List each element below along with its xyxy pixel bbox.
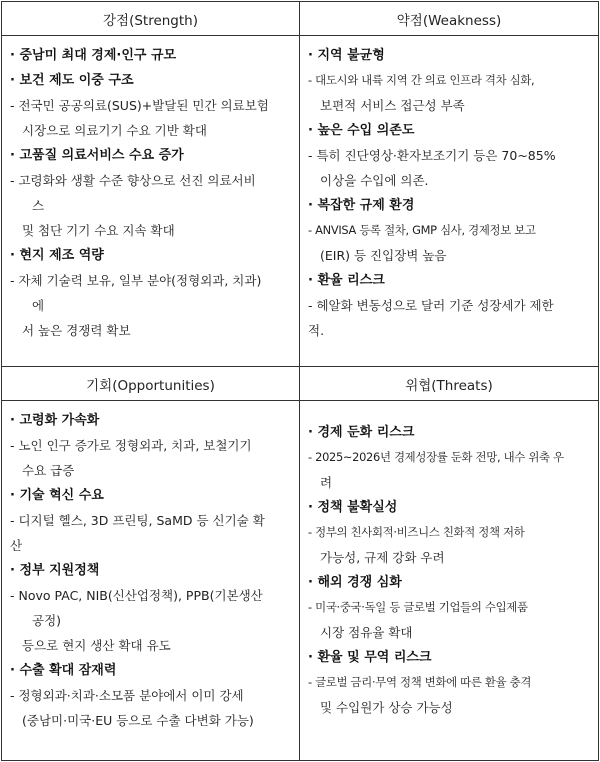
item-line: 보편적 서비스 접근성 부족 [320, 98, 465, 113]
item-line: 가능성, 규제 강화 우려 [320, 550, 445, 565]
strength-item [10, 143, 291, 243]
item-line: - 전국민 공공의료(SUS)+발달된 민간 의료보험 [10, 98, 269, 113]
item-title: · 환율 리스크 [308, 273, 385, 288]
weakness-item [308, 193, 590, 268]
strength-item [10, 43, 291, 68]
item-line: 공정) [32, 613, 62, 628]
weakness-item [308, 268, 590, 343]
threats-item [308, 495, 590, 570]
weakness-header-label: 약점(Weakness) [396, 12, 502, 29]
item-line: - 특히 진단영상·환자보조기기 등은 70~85% [308, 148, 556, 163]
threats-header [300, 367, 598, 401]
item-line: 에 [32, 298, 45, 313]
item-line: (중남미·미국·EU 등으로 수출 다변화 가능) [22, 713, 254, 728]
item-line: - 미국·중국·독일 등 글로벌 기업들의 수입제품 [308, 600, 528, 614]
item-title: · 고령화 가속화 [10, 413, 100, 428]
item-line: 스 [32, 198, 45, 213]
threats-item [308, 570, 590, 645]
item-title: · 환율 및 무역 리스크 [308, 650, 432, 665]
opportunities-item [10, 408, 291, 483]
item-title: · 복잡한 규제 환경 [308, 198, 415, 213]
item-title: · 정책 불확실성 [308, 500, 398, 515]
weakness-cell [300, 36, 598, 367]
item-line: - 헤알화 변동성으로 달러 기준 성장세가 제한 [308, 298, 554, 313]
item-line: - 대도시와 내륙 지역 간 의료 인프라 격차 심화, [308, 73, 535, 87]
opportunities-item [10, 483, 291, 558]
item-title: · 기술 혁신 수요 [10, 488, 104, 503]
item-title: · 지역 불균형 [308, 48, 385, 63]
item-line: 및 첨단 기기 수요 지속 확대 [22, 223, 175, 238]
strength-header-label: 강점(Strength) [102, 12, 198, 29]
item-line: 등으로 현지 생산 확대 유도 [22, 638, 171, 653]
item-line: - 노인 인구 증가로 정형외과, 치과, 보철기기 [10, 438, 252, 453]
item-title: · 고품질 의료서비스 수요 증가 [10, 148, 184, 163]
item-line: 시장 점유율 확대 [320, 625, 413, 640]
swot-table [1, 1, 599, 761]
item-line: 적. [308, 323, 325, 338]
strength-item [10, 243, 291, 343]
weakness-item [308, 43, 590, 118]
item-title: · 현지 제조 역량 [10, 248, 104, 263]
item-line: - 글로벌 금리·무역 정책 변화에 따른 환율 충격 [308, 675, 532, 689]
item-line: 및 수입원가 상승 가능성 [320, 700, 453, 715]
item-line: 시장으로 의료기기 수요 기반 확대 [22, 123, 207, 138]
opportunities-header-label: 기회(Opportunities) [86, 377, 215, 394]
item-line: - ANVISA 등록 절차, GMP 심사, 경제정보 보고 [308, 223, 536, 237]
item-title: · 정부 지원정책 [10, 563, 100, 578]
item-line: - 자체 기술력 보유, 일부 분야(정형외과, 치과) [10, 273, 262, 288]
item-line: 서 높은 경쟁력 확보 [22, 323, 131, 338]
threats-cell [300, 401, 598, 760]
strength-header [2, 2, 300, 36]
threats-item [308, 420, 590, 495]
opportunities-item [10, 658, 291, 733]
strength-item [10, 68, 291, 143]
item-line: 려 [320, 475, 333, 490]
item-line: - 디지털 헬스, 3D 프린팅, SaMD 등 신기술 확 [10, 513, 265, 528]
item-line: - 고령화와 생활 수준 향상으로 선진 의료서비 [10, 173, 256, 188]
item-line: - Novo PAC, NIB(신산업정책), PPB(기본생산 [10, 588, 263, 603]
threats-header-label: 위협(Threats) [405, 377, 493, 394]
threats-item [308, 645, 590, 720]
item-line: - 2025~2026년 경제성장률 둔화 전망, 내수 위축 우 [308, 450, 564, 464]
item-title: · 높은 수입 의존도 [308, 123, 415, 138]
item-title: · 수출 확대 잠재력 [10, 663, 117, 678]
item-title: · 경제 둔화 리스크 [308, 425, 415, 440]
item-line: 산 [10, 538, 23, 553]
item-title: · 중남미 최대 경제·인구 규모 [10, 48, 177, 63]
weakness-header [300, 2, 598, 36]
opportunities-item [10, 558, 291, 658]
item-line: - 정부의 친사회적·비즈니스 친화적 정책 저하 [308, 525, 525, 539]
opportunities-cell [2, 401, 300, 760]
item-line: (EIR) 등 진입장벽 높음 [320, 248, 447, 263]
item-line: - 정형외과·치과·소모품 분야에서 이미 강세 [10, 688, 244, 703]
item-line: 수요 급증 [22, 463, 75, 478]
item-title: · 해외 경쟁 심화 [308, 575, 402, 590]
strength-cell [2, 36, 300, 367]
item-title: · 보건 제도 이중 구조 [10, 73, 134, 88]
opportunities-header [2, 367, 300, 401]
item-line: 이상을 수입에 의존. [320, 173, 429, 188]
weakness-item [308, 118, 590, 193]
